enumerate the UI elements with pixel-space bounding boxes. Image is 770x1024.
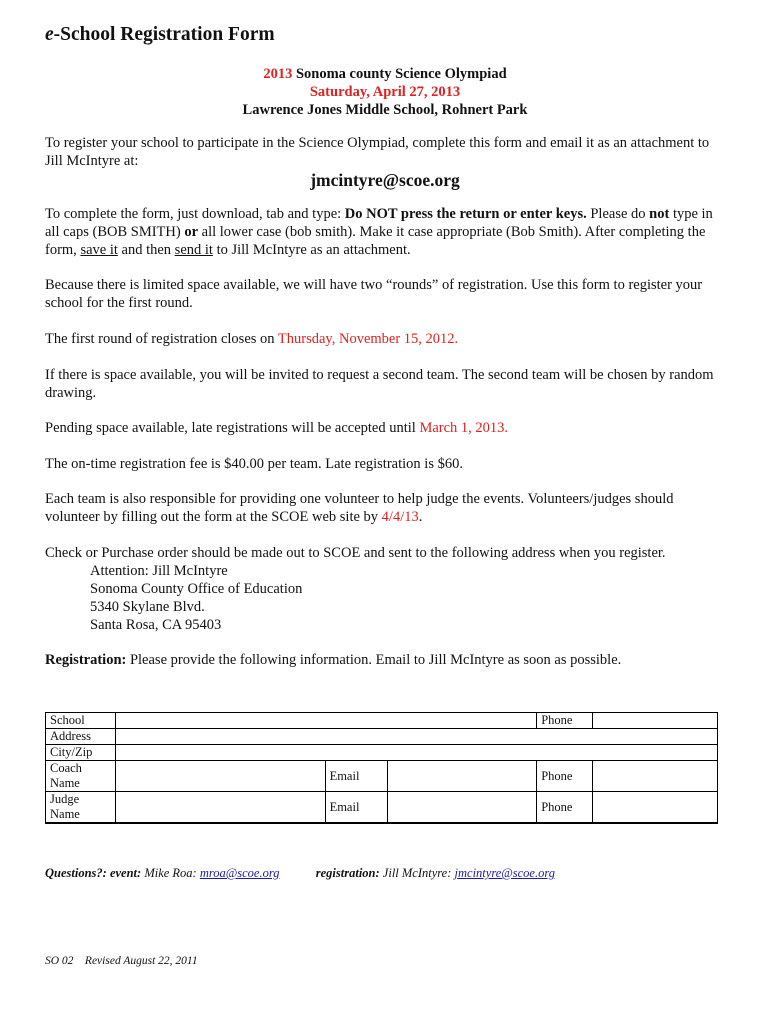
- instructions-paragraph: To complete the form, just download, tab and type: Do NOT press the return or enter keys. Please do not type in all caps (BOB SMITH) or all lower case (bob smith). Make it case appropriate (Bob Smith). After completing the form, save it and then send it to Jill McIntyre as an attachment.: [45, 206, 713, 258]
- registration-email-link[interactable]: jmcintyre@scoe.org: [454, 866, 556, 880]
- city-zip-label: City/Zip: [46, 745, 116, 761]
- page-title: e-School Registration Form: [45, 24, 275, 45]
- registration-form-table: [45, 712, 718, 824]
- event-year: 2013: [263, 66, 293, 82]
- school-input[interactable]: [115, 713, 536, 729]
- coach-email-input[interactable]: [387, 761, 537, 792]
- table-row: [46, 729, 718, 745]
- table-row: [46, 761, 718, 792]
- volunteer-paragraph: Each team is also responsible for providing one volunteer to help judge the events. Volunteers/judges should volunteer by filling out the form at the SCOE web site by 4/4/13.: [45, 491, 674, 525]
- school-phone-input[interactable]: [593, 713, 718, 729]
- table-row: [46, 713, 718, 729]
- coach-phone-label: Phone: [537, 761, 593, 792]
- late-registration-paragraph: Pending space available, late registrations will be accepted until March 1, 2013.: [45, 420, 509, 436]
- coach-email-label: Email: [325, 761, 387, 792]
- questions-line: Questions?: event: Mike Roa: mroa@scoe.org registration: Jill McIntyre: jmcintyre@scoe.org: [45, 866, 556, 880]
- school-phone-label: Phone: [537, 713, 593, 729]
- fee-paragraph: The on-time registration fee is $40.00 per team. Late registration is $60.: [45, 456, 463, 472]
- address-label: Address: [46, 729, 116, 745]
- judge-email-input[interactable]: [387, 792, 537, 824]
- judge-name-label: Judge Name: [46, 792, 116, 824]
- mailing-address: Attention: Jill McIntyre Sonoma County Office of Education 5340 Skylane Blvd. Santa Rosa, CA 95403: [90, 563, 303, 633]
- second-team-paragraph: If there is space available, you will be invited to request a second team. The second team will be chosen by random drawing.: [45, 367, 714, 401]
- rounds-paragraph: Because there is limited space available, we will have two “rounds” of registration. Use this form to register your school for the first round.: [45, 277, 703, 311]
- judge-email-label: Email: [325, 792, 387, 824]
- intro-paragraph: To register your school to participate in the Science Olympiad, complete this form and email it as an attachment to Jill McIntyre at:: [45, 135, 710, 169]
- first-round-paragraph: The first round of registration closes on Thursday, November 15, 2012.: [45, 331, 459, 347]
- event-email-link[interactable]: mroa@scoe.org: [199, 866, 280, 880]
- coach-name-label: Coach Name: [46, 761, 116, 792]
- judge-name-input[interactable]: [115, 792, 325, 824]
- school-label: School: [46, 713, 116, 729]
- coach-phone-input[interactable]: [593, 761, 718, 792]
- contact-email[interactable]: jmcintyre@scoe.org: [310, 170, 460, 190]
- registration-instructions: Registration: Please provide the following information. Email to Jill McIntyre as soon as possible.: [45, 652, 622, 668]
- table-row: [46, 792, 718, 824]
- revision-footer: SO 02 Revised August 22, 2011: [45, 955, 198, 967]
- event-date: Saturday, April 27, 2013: [309, 84, 461, 100]
- address-input[interactable]: [115, 729, 717, 745]
- event-name: Sonoma county Science Olympiad: [292, 66, 507, 82]
- event-venue: Lawrence Jones Middle School, Rohnert Park: [242, 102, 528, 118]
- city-zip-input[interactable]: [115, 745, 717, 761]
- coach-name-input[interactable]: [115, 761, 325, 792]
- event-heading: [0, 65, 770, 119]
- payment-paragraph: Check or Purchase order should be made out to SCOE and sent to the following address when you register.: [45, 545, 666, 561]
- table-row: [46, 745, 718, 761]
- judge-phone-label: Phone: [537, 792, 593, 824]
- judge-phone-input[interactable]: [593, 792, 718, 824]
